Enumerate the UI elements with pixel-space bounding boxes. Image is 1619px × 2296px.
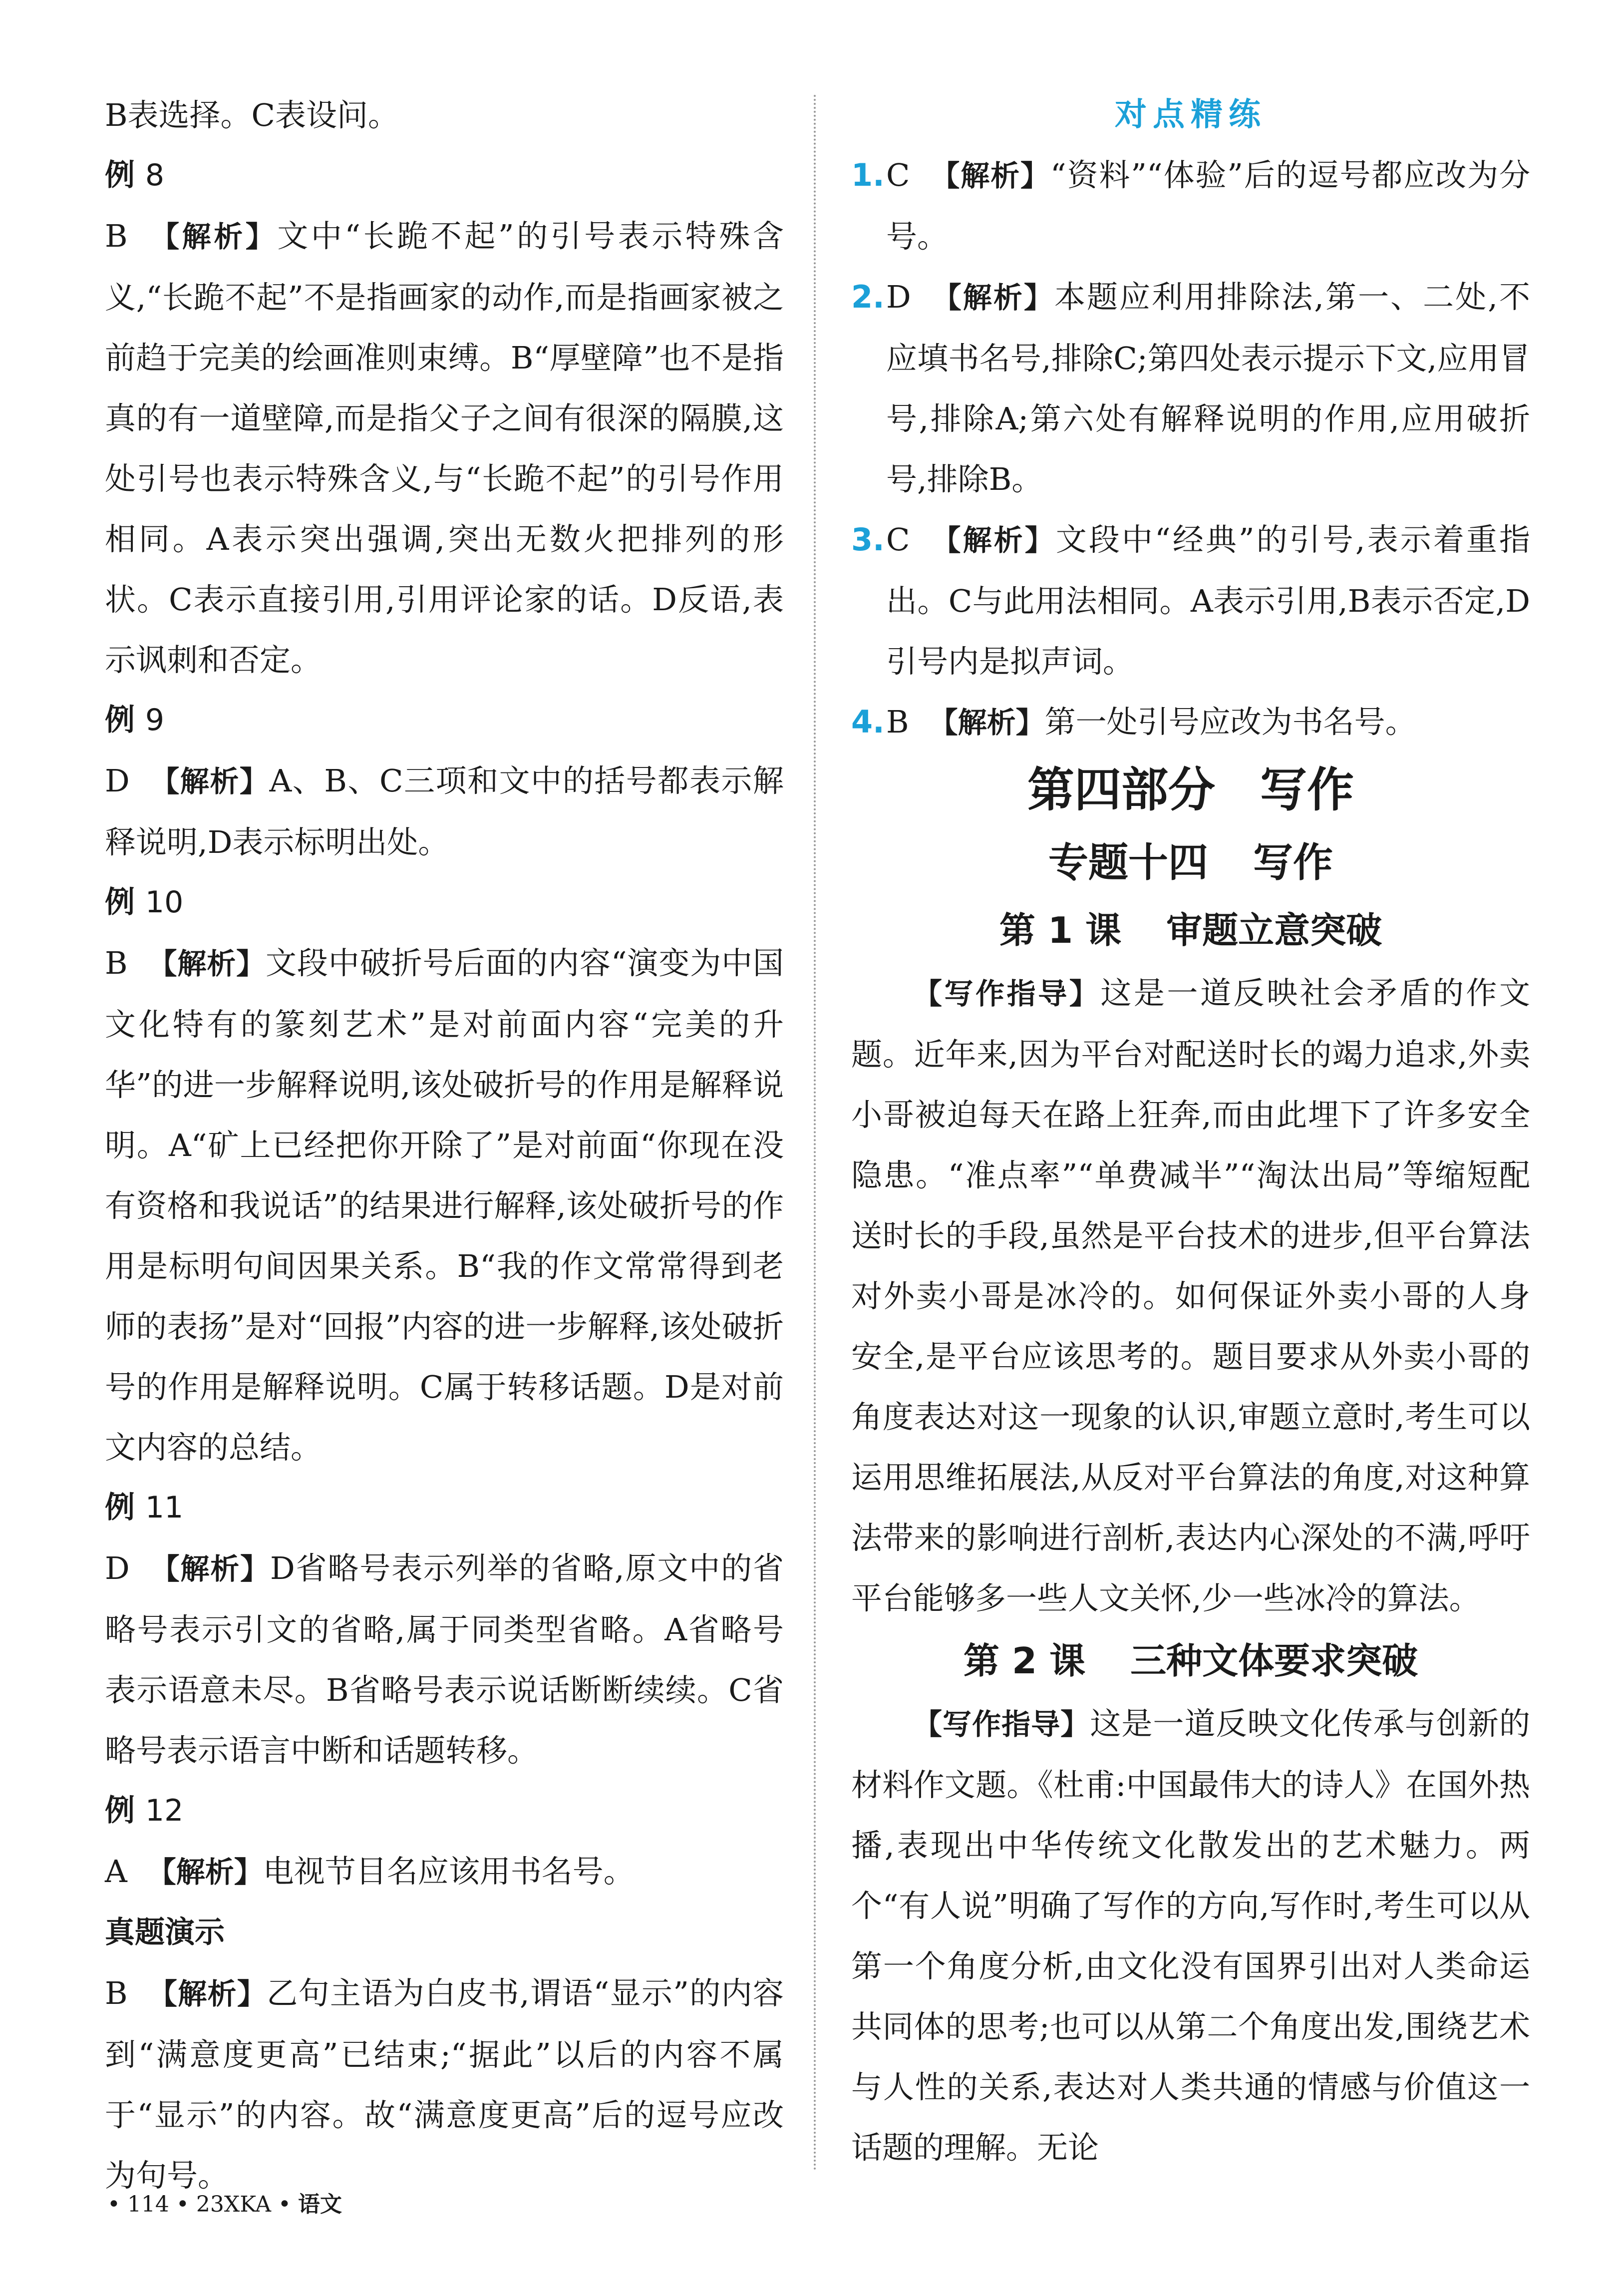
intro-text: B表选择。C表设问。: [105, 97, 399, 133]
subject-label: 语文: [298, 2192, 342, 2217]
right-column: [851, 85, 1530, 2178]
column-divider: [814, 95, 816, 2172]
page-number: • 114 •: [107, 2192, 189, 2217]
part-title: 第四部分 写作: [1027, 763, 1354, 817]
example-10-answer: B 【解析】文段中破折号后面的内容“演变为中国文化特有的篆刻艺术”是对前面内容“完美的升华”的进一步解释说明,该处破折号的作用是解释说明。A“矿上已经把你开除了”是对前面“你现在没有资格和我说话”的结果进行解释,该处破折号的作用是标明句间因果关系。B“我的作文常常得到老师的表扬”是对“回报”内容的进一步解释,该处破折号的作用是解释说明。C属于转移话题。D是对前文内容的总结。: [105, 945, 784, 1466]
left-column: [105, 85, 784, 2206]
item-number: 3.: [851, 521, 885, 558]
lesson-2-guide: 【写作指导】这是一道反映文化传承与创新的材料作文题。《杜甫:中国最伟大的诗人》在国外热播,表现出中华传统文化散发出的艺术魅力。两个“有人说”明确了写作的方向,写作时,考生可以从第一个角度分析,由文化没有国界引出对人类命运共同体的思考;也可以从第二个角度出发,围绕艺术与人性的关系,表达对人类共通的情感与价值这一话题的理解。无论: [851, 1705, 1530, 2166]
practice-item-3: 3. C 【解析】文段中“经典”的引号,表示着重指出。C与此用法相同。A表示引用,B表示否定,D引号内是拟声词。: [851, 509, 1530, 692]
page-footer: [107, 2186, 342, 2218]
unit-title: 专题十四 写作: [1048, 839, 1333, 886]
item-number: 2.: [851, 279, 885, 315]
example-8-answer: B 【解析】文中“长跪不起”的引号表示特殊含义,“长跪不起”不是指画家的动作,而是指画家被之前趋于完美的绘画准则束缚。B“厚壁障”也不是指真的有一道壁障,而是指父子之间有很深的隔膜,这处引号也表示特殊含义,与“长跪不起”的引号作用相同。A表示突出强调,突出无数火把排列的形状。C表示直接引用,引用评论家的话。D反语,表示讽刺和否定。: [105, 218, 784, 678]
example-11-label: 例 11: [105, 1490, 184, 1525]
lesson-2-title: 第 2 课 三种文体要求突破: [963, 1640, 1418, 1682]
practice-item-2: 2. D 【解析】本题应利用排除法,第一、二处,不应填书名号,排除C;第四处表示提示下文,应用冒号,排除A;第六处有解释说明的作用,应用破折号,排除B。: [851, 267, 1530, 509]
example-9-label: 例 9: [105, 703, 165, 738]
item-number: 4.: [851, 704, 885, 740]
lesson-1-guide: 【写作指导】这是一道反映社会矛盾的作文题。近年来,因为平台对配送时长的竭力追求,外卖小哥被迫每天在路上狂奔,而由此埋下了许多安全隐患。“准点率”“单费减半”“淘汰出局”等缩短配送时长的手段,虽然是平台技术的进步,但平台算法对外卖小哥是冰冷的。如何保证外卖小哥的人身安全,是平台应该思考的。题目要求从外卖小哥的角度表达对这一现象的认识,审题立意时,考生可以运用思维拓展法,从反对平台算法的角度,对这种算法带来的影响进行剖析,表达内心深处的不满,呼吁平台能够多一些人文关怀,少一些冰冷的算法。: [851, 975, 1530, 1616]
book-code: 23XKA •: [196, 2192, 291, 2217]
item-number: 1.: [851, 157, 885, 193]
practice-heading: 对点精练: [1115, 96, 1267, 133]
example-9-answer: D 【解析】A、B、C三项和文中的括号都表示解释说明,D表示标明出处。: [105, 763, 784, 860]
practice-item-4: 4. B 【解析】第一处引号应改为书名号。: [851, 692, 1530, 753]
example-10-label: 例 10: [105, 885, 184, 920]
real-exam-label: 真题演示: [105, 1915, 225, 1950]
example-12-answer: A 【解析】电视节目名应该用书名号。: [105, 1853, 635, 1890]
real-exam-answer: B 【解析】乙句主语为白皮书,谓语“显示”的内容到“满意度更高”已结束;“据此”以后的内容不属于“显示”的内容。故“满意度更高”后的逗号应改为句号。: [105, 1975, 784, 2194]
example-12-label: 例 12: [105, 1793, 184, 1828]
example-8-label: 例 8: [105, 158, 165, 193]
example-11-answer: D 【解析】D省略号表示列举的省略,原文中的省略号表示引文的省略,属于同类型省略。A省略号表示语意未尽。B省略号表示说话断断续续。C省略号表示语言中断和话题转移。: [105, 1550, 784, 1769]
lesson-1-title: 第 1 课 审题立意突破: [999, 909, 1382, 951]
practice-item-1: 1. C 【解析】“资料”“体验”后的逗号都应改为分号。: [851, 145, 1530, 267]
